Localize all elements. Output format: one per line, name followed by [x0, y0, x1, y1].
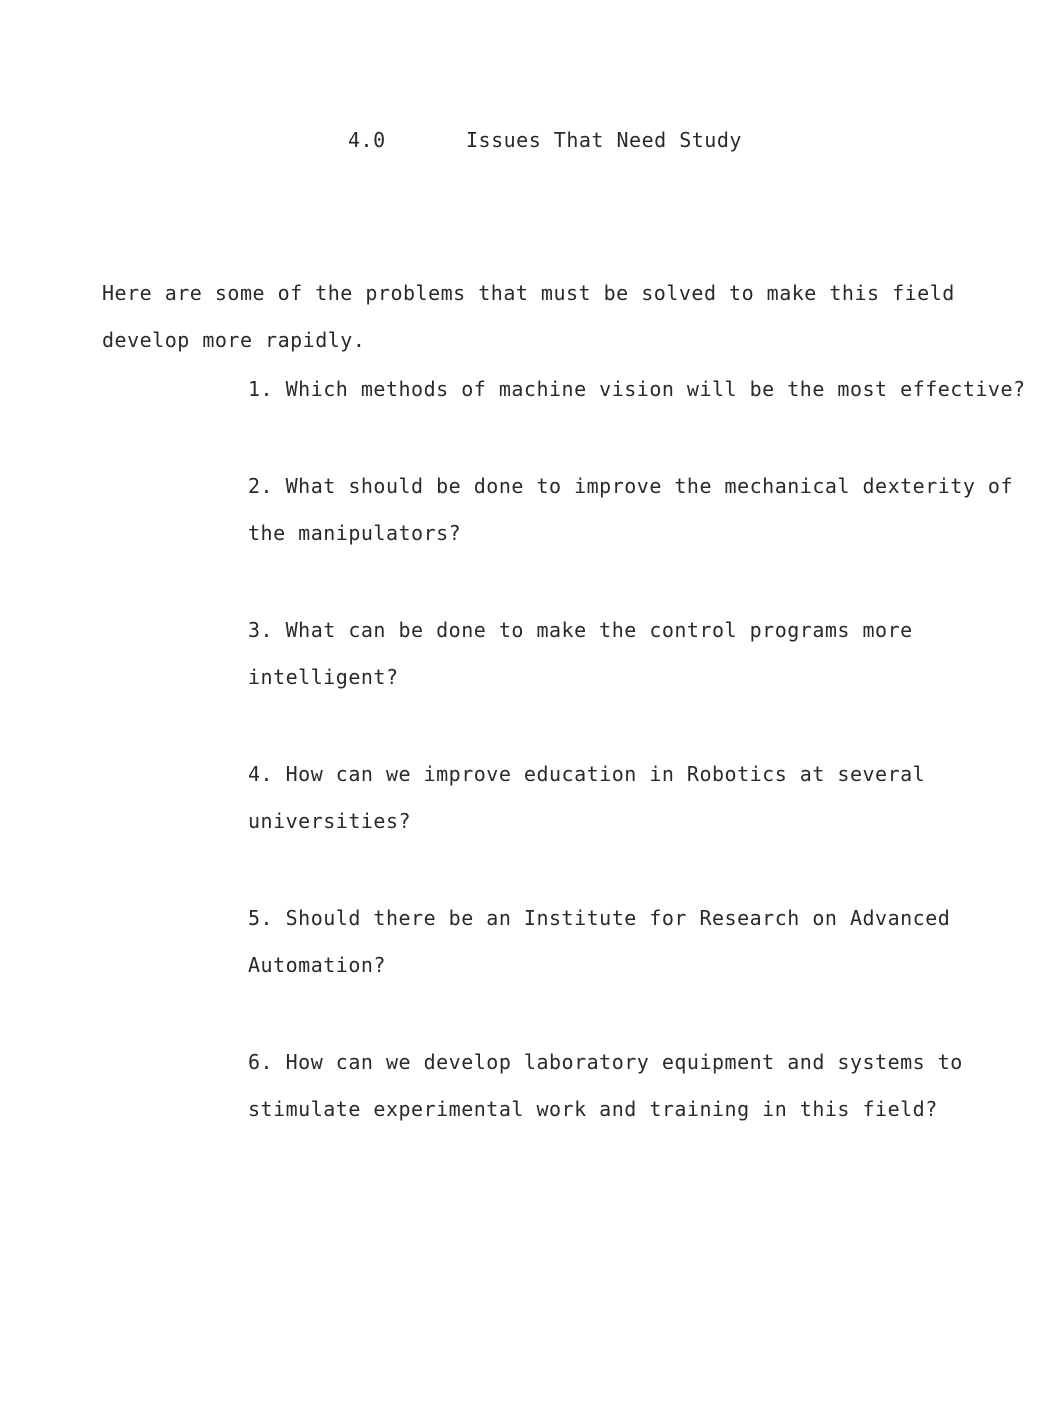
section-title: Issues That Need Study	[466, 128, 742, 152]
intro-paragraph: Here are some of the problems that must be solved to make this field develop more rapidly.	[102, 281, 955, 352]
list-item: 6. How can we develop laboratory equipment and systems to stimulate experimental work and training in this field?	[248, 1050, 963, 1121]
list-item: 1. Which methods of machine vision will be the most effective?	[248, 377, 1026, 401]
list-item: 4. How can we improve education in Robotics at several universities?	[248, 762, 926, 833]
list-item: 2. What should be done to improve the mechanical dexterity of the manipulators?	[248, 474, 1014, 545]
section-number: 4.0	[348, 128, 386, 152]
issues-list	[248, 366, 1038, 1183]
list-item: 5. Should there be an Institute for Research on Advanced Automation?	[248, 906, 951, 977]
list-item: 3. What can be done to make the control programs more intelligent?	[248, 618, 913, 689]
section-heading	[348, 128, 742, 152]
